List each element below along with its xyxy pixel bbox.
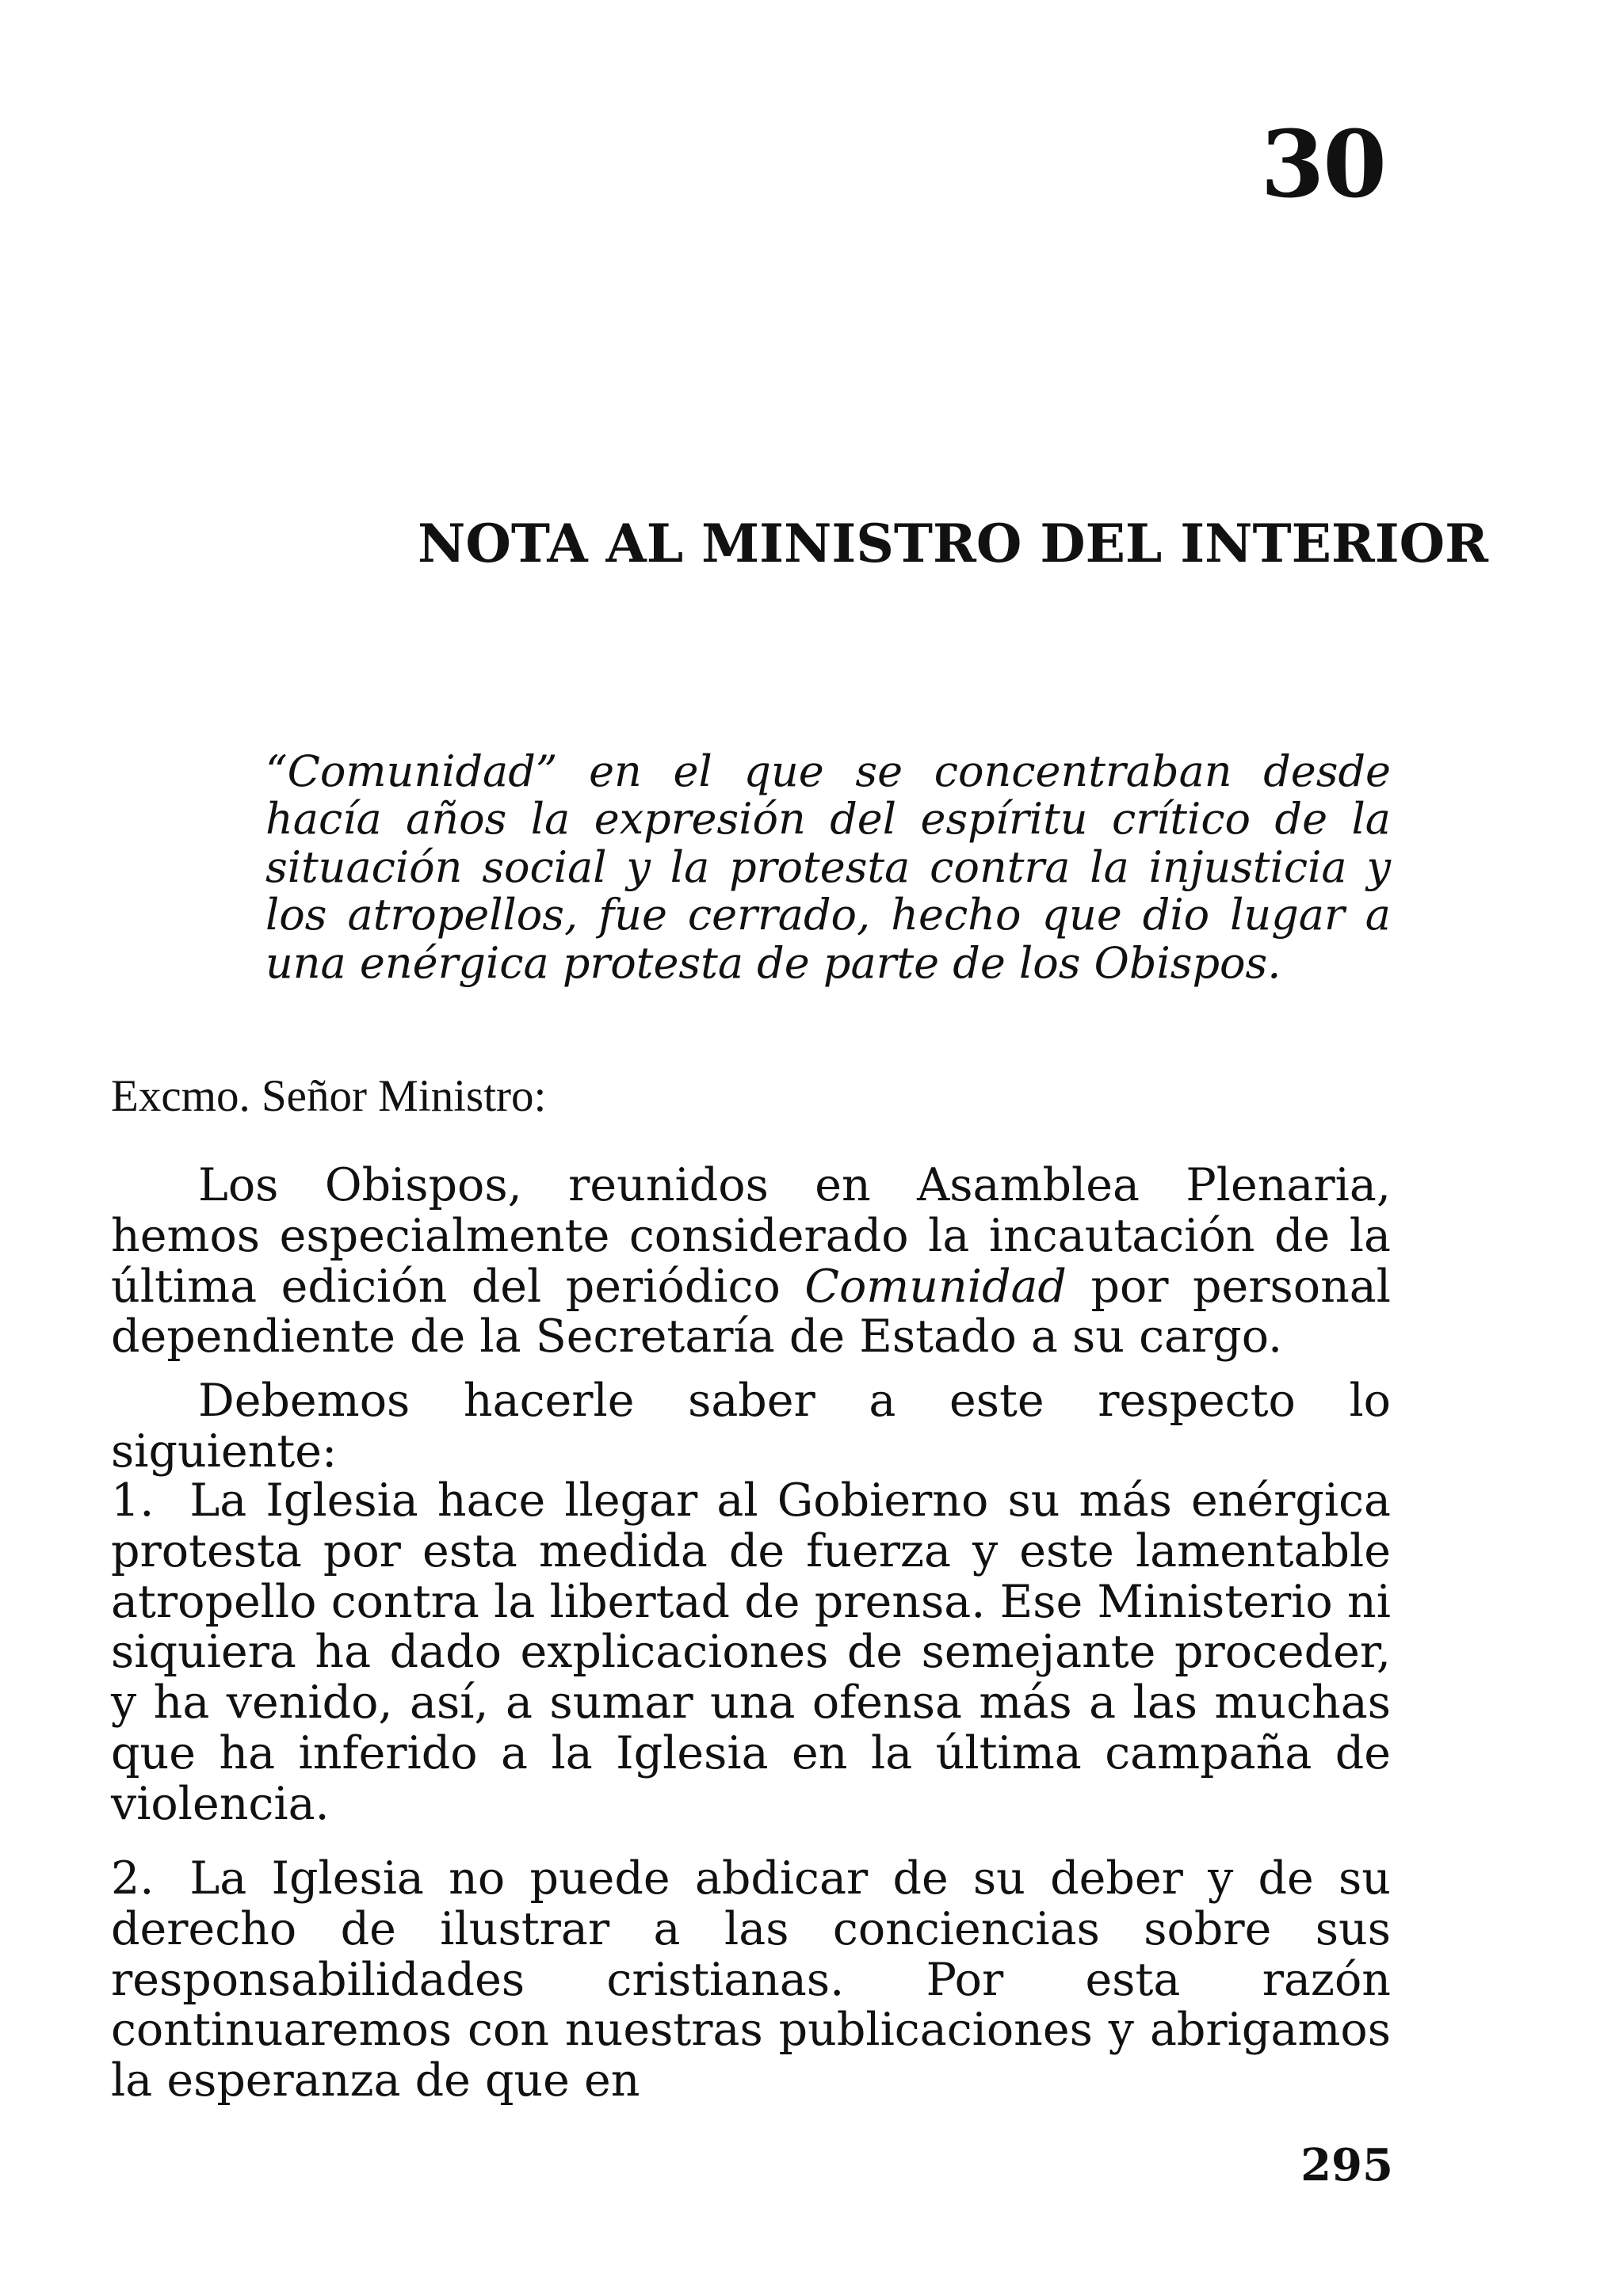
salutation: Excmo. Señor Ministro: <box>111 1071 547 1121</box>
numbered-paragraph-1 <box>111 1476 1391 1830</box>
paragraph-intro-list: Debemos hacerle saber a este respecto lo siguiente: <box>111 1375 1391 1478</box>
document-number: 30 <box>1260 111 1385 219</box>
paragraph-text: por personal dependiente de la Secretaría de Estado a su cargo. <box>111 1260 1392 1363</box>
paragraph-incautacion <box>111 1161 1391 1363</box>
numbered-paragraph-2 <box>111 1854 1391 2107</box>
page-number: 295 <box>1300 2139 1393 2191</box>
newspaper-title: Comunidad <box>804 1260 1067 1313</box>
intro-note: “Comunidad” en el que se concentraban desde hacía años la expresión del espíritu crítico de la situación social y la protesta contra la injusticia y los atropellos, fue cerrado, hecho que dio lugar a una enérgica protesta de parte de los Obispos. <box>265 746 1391 988</box>
paragraph-number: 1. <box>111 1474 155 1527</box>
document-title: NOTA AL MINISTRO DEL INTERIOR <box>418 513 1488 575</box>
paragraph-text: La Iglesia no puede abdicar de su deber y de su derecho de ilustrar a las conciencias sobre sus responsabilidades cristianas. Por esta razón continuaremos con nuestras publicaciones y abrigamos la esperanza de que en <box>111 1852 1391 2107</box>
paragraph-number: 2. <box>111 1852 155 1905</box>
paragraph-text: La Iglesia hace llegar al Gobierno su más enérgica protesta por esta medida de fuerza y este lamentable atropello contra la libertad de prensa. Ese Ministerio ni siquiera ha dado explicaciones de semejante proceder, y ha venido, así, a sumar una ofensa más a las muchas que ha inferido a la Iglesia en la última campaña de violencia. <box>111 1474 1391 1830</box>
paragraph-text: Los Obispos, reunidos en Asamblea Plenaria, hemos especialmente considerado la incautación de la última edición del periódico <box>111 1159 1391 1313</box>
